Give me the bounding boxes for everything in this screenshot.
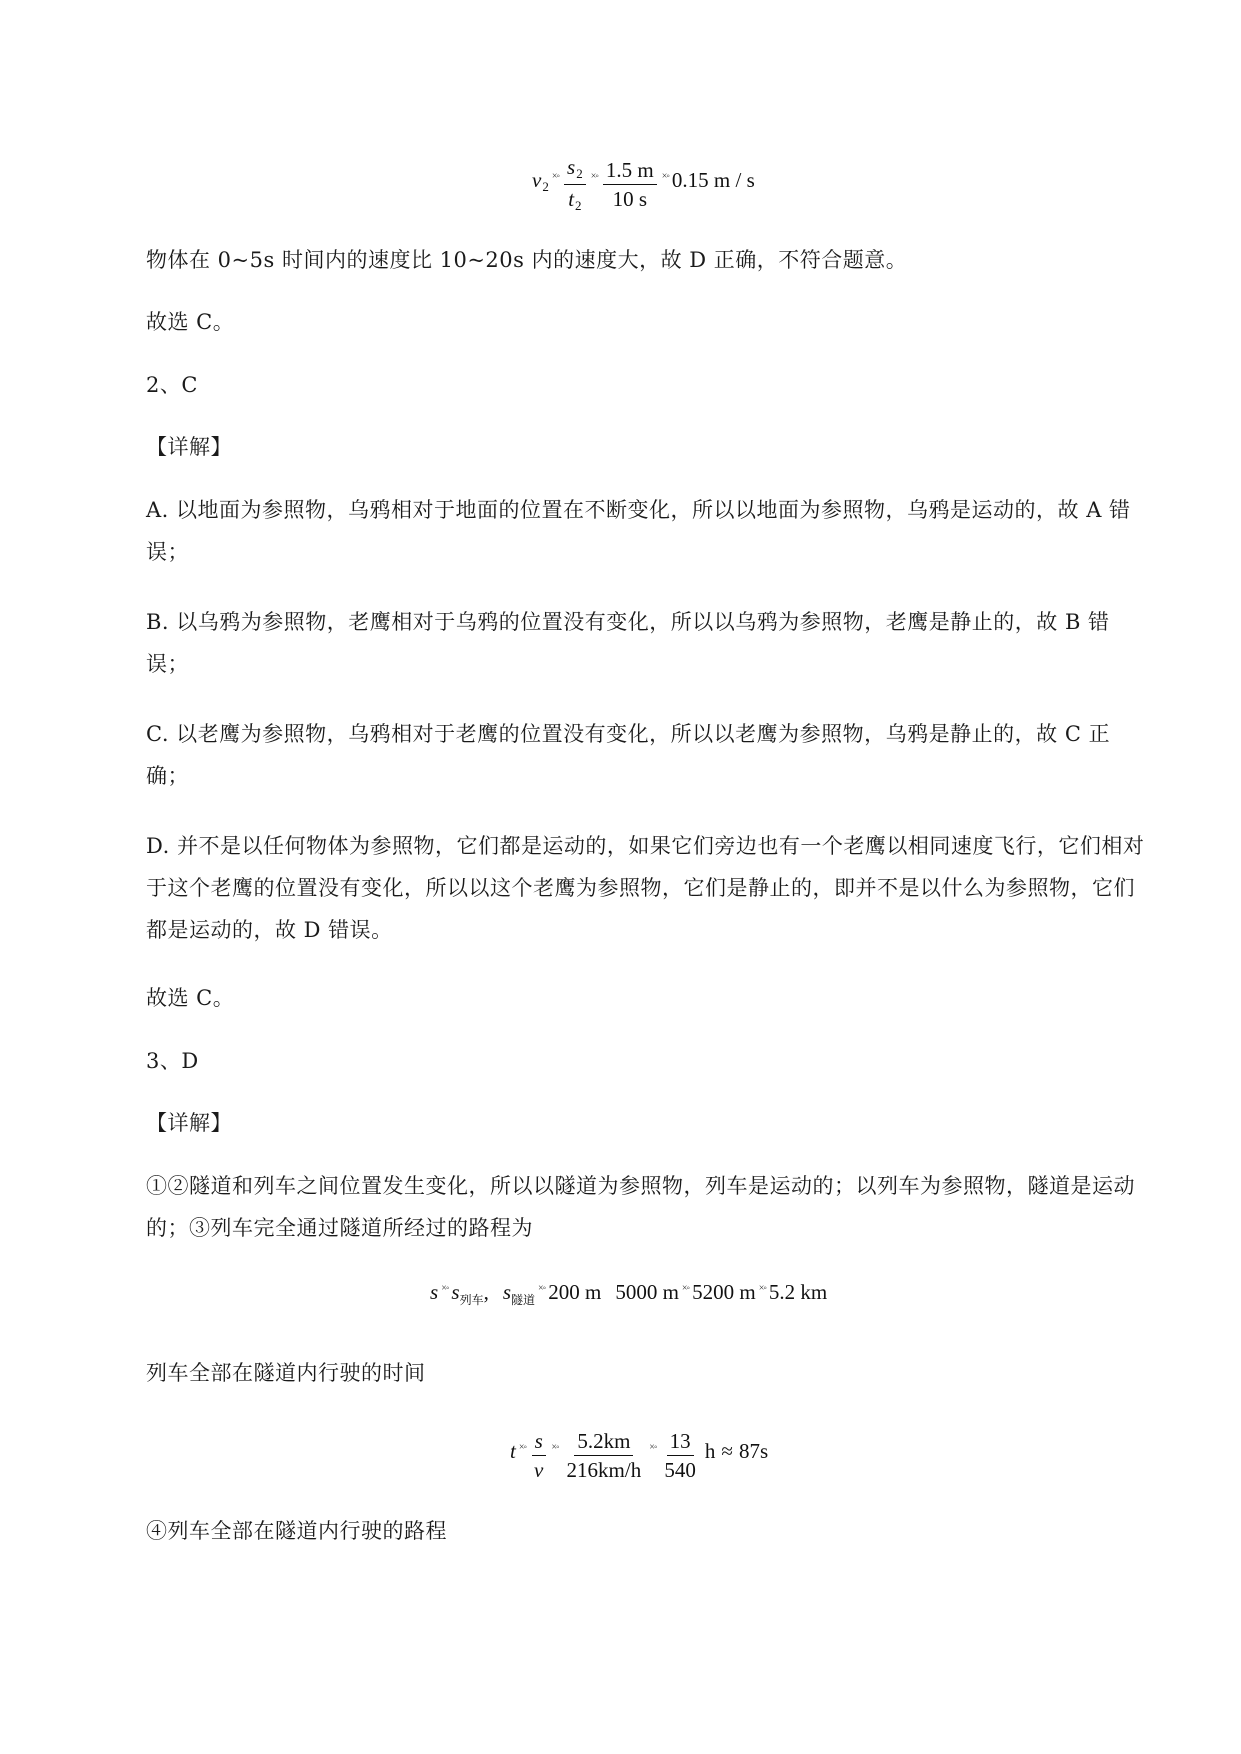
paragraph-d-conclusion: 物体在 0~5s 时间内的速度比 10~20s 内的速度大，故 D 正确，不符合题意。 <box>146 248 908 272</box>
question-2-detail-heading: 【详解】 <box>146 435 232 459</box>
velocity-equation <box>532 150 755 213</box>
eq1-v-sub: 2 <box>542 179 549 194</box>
eq3-frac2: $\frac{5.2km}{216km/h}$ <box>566 1428 642 1482</box>
question-2-label: 2、C <box>146 373 198 397</box>
question-3-time-text: 列车全部在隧道内行驶的时间 <box>146 1361 426 1385</box>
question-3-text: ①②隧道和列车之间位置发生变化，所以以隧道为参照物，列车是运动的；以列车为参照物，隧道是运动的；③列车完全通过隧道所经过的路程为 <box>146 1174 1135 1240</box>
question-2-option-a: A. 以地面为参照物，乌鸦相对于地面的位置在不断变化，所以以地面为参照物，乌鸦是运动的，故 A 错误； <box>146 498 1131 564</box>
eq1-op3: ×◦ <box>661 170 669 182</box>
question-3-path-text: ④列车全部在隧道内行驶的路程 <box>146 1519 447 1543</box>
time-equation: t ×◦ $\frac{s}{v}$ ×◦ $\frac{5.2km}{216km/h}$ ×◦ $\frac{13}{540}$ h ≈ 87s <box>510 1428 769 1482</box>
eq1-frac2: $\frac{1.5 m}{10 s}$ <box>603 158 657 211</box>
question-2-option-d: D. 并不是以任何物体为参照物，它们都是运动的，如果它们旁边也有一个老鹰以相同速度飞行，它们相对于这个老鹰的位置没有变化，所以以这个老鹰为参照物，它们是静止的，即并不是以什么为参照物，它们都是运动的，故 D 错误。 <box>146 834 1145 942</box>
path-equation: s ×◦ s 列车 , s 隧道 ×◦ 200 m 5000 m ×◦ 5200 m ×◦ 5.2 km <box>430 1279 828 1307</box>
question-3-detail-heading: 【详解】 <box>146 1111 232 1135</box>
eq1-result: 0.15 m / s <box>671 167 755 192</box>
question-2-option-c: C. 以老鹰为参照物，乌鸦相对于老鹰的位置没有变化，所以以老鹰为参照物，乌鸦是静止的，故 C 正确； <box>146 722 1111 788</box>
eq3-frac1: $\frac{s}{v}$ <box>531 1429 546 1482</box>
eq1-v: v <box>532 167 542 192</box>
answer-1-select: 故选 C。 <box>146 310 235 334</box>
question-3-label: 3、D <box>146 1049 199 1073</box>
eq1-op1: ×◦ <box>551 170 560 182</box>
eq1-op2: ×◦ <box>590 170 598 182</box>
eq3-frac3: $\frac{13}{540}$ <box>664 1428 696 1482</box>
question-2-select: 故选 C。 <box>146 986 235 1010</box>
question-2-option-b: B. 以乌鸦为参照物，老鹰相对于乌鸦的位置没有变化，所以以乌鸦为参照物，老鹰是静止的，故 B 错误； <box>146 610 1110 676</box>
eq1-frac1: $\frac{s2}{t2}$ <box>564 155 586 214</box>
